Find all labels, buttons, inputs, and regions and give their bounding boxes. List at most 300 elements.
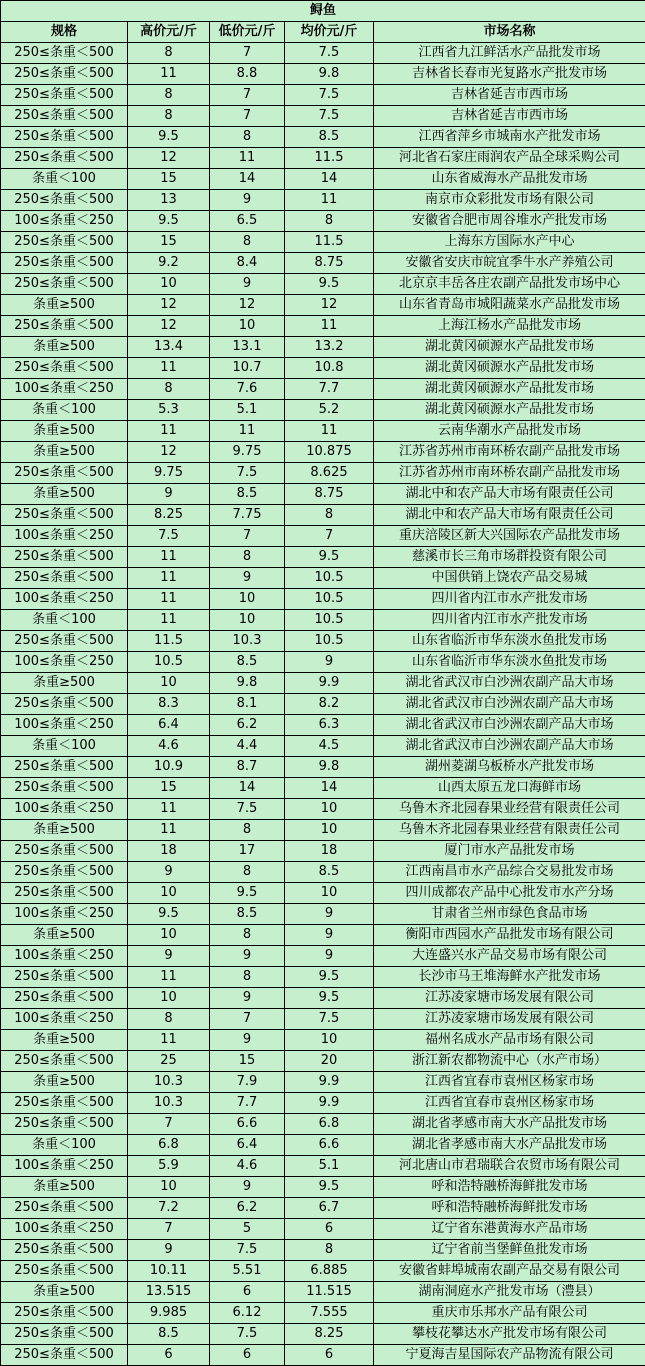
avg-price-cell: 10.5 [285, 589, 374, 610]
avg-price-cell: 10.5 [285, 568, 374, 589]
market-name-cell: 山东省青岛市城阳蔬菜水产品批发市场 [374, 295, 645, 316]
low-price-cell: 9.8 [210, 673, 285, 694]
avg-price-cell: 6.7 [285, 1198, 374, 1219]
avg-price-cell: 8 [285, 211, 374, 232]
market-name-cell: 宁夏海吉星国际农产品物流有限公司 [374, 1345, 645, 1366]
table-row [1, 988, 645, 1009]
spec-cell: 100≤条重＜250 [1, 715, 128, 736]
spec-cell: 250≤条重＜500 [1, 463, 128, 484]
table-row [1, 862, 645, 883]
low-price-cell: 11 [210, 421, 285, 442]
low-price-cell: 8 [210, 127, 285, 148]
spec-cell: 250≤条重＜500 [1, 1114, 128, 1135]
high-price-cell: 12 [128, 316, 210, 337]
market-name-cell: 辽宁省前当堡鲜鱼批发市场 [374, 1240, 645, 1261]
low-price-cell: 7.5 [210, 1324, 285, 1345]
table-row [1, 127, 645, 148]
low-price-cell: 4.4 [210, 736, 285, 757]
low-price-cell: 7.6 [210, 379, 285, 400]
high-price-cell: 5.3 [128, 400, 210, 421]
avg-price-cell: 8.5 [285, 862, 374, 883]
title-row [1, 1, 645, 22]
high-price-cell: 10 [128, 274, 210, 295]
market-name-cell: 湖北省武汉市白沙洲农副产品大市场 [374, 715, 645, 736]
market-name-cell: 湖北省武汉市白沙洲农副产品大市场 [374, 736, 645, 757]
table-row [1, 211, 645, 232]
low-price-cell: 7.5 [210, 799, 285, 820]
table-row [1, 820, 645, 841]
avg-price-cell: 8.5 [285, 127, 374, 148]
market-name-cell: 浙江新农都物流中心（水产市场） [374, 1051, 645, 1072]
high-price-cell: 9 [128, 1240, 210, 1261]
market-name-cell: 江西南昌市水产品综合交易批发市场 [374, 862, 645, 883]
table-row [1, 1009, 645, 1030]
spec-cell: 250≤条重＜500 [1, 631, 128, 652]
high-price-cell: 6.8 [128, 1135, 210, 1156]
market-name-cell: 河北省石家庄雨润农产品全球采购公司 [374, 148, 645, 169]
table-row [1, 442, 645, 463]
market-name-cell: 长沙市马王堆海鲜水产批发市场 [374, 967, 645, 988]
table-row [1, 715, 645, 736]
low-price-cell: 7.7 [210, 1093, 285, 1114]
low-price-cell: 9 [210, 1030, 285, 1051]
market-name-cell: 四川成都农产品中心批发市水产分场 [374, 883, 645, 904]
table-row [1, 484, 645, 505]
table-row [1, 463, 645, 484]
market-name-cell: 湖南洞庭水产批发市场（澧县） [374, 1282, 645, 1303]
spec-cell: 100≤条重＜250 [1, 1219, 128, 1240]
spec-cell: 250≤条重＜500 [1, 841, 128, 862]
table-row [1, 253, 645, 274]
high-price-cell: 10 [128, 883, 210, 904]
high-price-cell: 10.5 [128, 652, 210, 673]
low-price-cell: 8 [210, 862, 285, 883]
low-price-cell: 9 [210, 190, 285, 211]
low-price-cell: 7.5 [210, 1240, 285, 1261]
high-price-cell: 10 [128, 673, 210, 694]
avg-price-cell: 9.5 [285, 547, 374, 568]
table-row [1, 169, 645, 190]
high-price-cell: 11 [128, 568, 210, 589]
avg-price-cell: 9.9 [285, 1072, 374, 1093]
low-price-cell: 6 [210, 1282, 285, 1303]
table-row [1, 1219, 645, 1240]
spec-cell: 条重≥500 [1, 1177, 128, 1198]
high-price-cell: 12 [128, 295, 210, 316]
low-price-cell: 9 [210, 1177, 285, 1198]
market-name-cell: 衡阳市西园水产品批发市场有限公司 [374, 925, 645, 946]
spec-cell: 条重＜100 [1, 169, 128, 190]
spec-cell: 250≤条重＜500 [1, 232, 128, 253]
avg-price-cell: 9.9 [285, 1093, 374, 1114]
low-price-cell: 9.5 [210, 883, 285, 904]
avg-price-cell: 5.2 [285, 400, 374, 421]
avg-price-cell: 13.2 [285, 337, 374, 358]
low-price-cell: 8 [210, 925, 285, 946]
spec-cell: 100≤条重＜250 [1, 526, 128, 547]
low-price-cell: 10 [210, 316, 285, 337]
table-row [1, 190, 645, 211]
avg-price-cell: 8.75 [285, 484, 374, 505]
spec-cell: 250≤条重＜500 [1, 316, 128, 337]
avg-price-cell: 7.5 [285, 106, 374, 127]
high-price-cell: 9.75 [128, 463, 210, 484]
high-price-cell: 11 [128, 64, 210, 85]
avg-price-cell: 11.5 [285, 148, 374, 169]
spec-cell: 条重≥500 [1, 1282, 128, 1303]
low-price-cell: 13.1 [210, 337, 285, 358]
market-name-cell: 攀枝花攀达水产批发市场有限公司 [374, 1324, 645, 1345]
market-name-cell: 江西省九江鲜活水产品批发市场 [374, 43, 645, 64]
market-name-cell: 江苏凌家塘市场发展有限公司 [374, 1009, 645, 1030]
low-price-cell: 6.6 [210, 1114, 285, 1135]
table-row [1, 1303, 645, 1324]
high-price-cell: 5.9 [128, 1156, 210, 1177]
high-price-cell: 10.3 [128, 1072, 210, 1093]
market-name-cell: 山西太原五龙口海鲜市场 [374, 778, 645, 799]
low-price-cell: 8.1 [210, 694, 285, 715]
low-price-cell: 5.1 [210, 400, 285, 421]
table-row [1, 1093, 645, 1114]
market-name-cell: 大连盛兴水产品交易市场有限公司 [374, 946, 645, 967]
spec-cell: 条重≥500 [1, 1072, 128, 1093]
avg-price-cell: 11 [285, 190, 374, 211]
table-row [1, 799, 645, 820]
table-row [1, 379, 645, 400]
low-price-cell: 4.6 [210, 1156, 285, 1177]
market-name-cell: 湖北黄冈硕源水产品批发市场 [374, 337, 645, 358]
low-price-cell: 7 [210, 43, 285, 64]
low-price-cell: 12 [210, 295, 285, 316]
table-row [1, 778, 645, 799]
spec-cell: 100≤条重＜250 [1, 652, 128, 673]
spec-cell: 250≤条重＜500 [1, 883, 128, 904]
spec-cell: 250≤条重＜500 [1, 85, 128, 106]
low-price-cell: 5.51 [210, 1261, 285, 1282]
avg-price-cell: 6.3 [285, 715, 374, 736]
avg-price-cell: 6 [285, 1345, 374, 1366]
avg-price-cell: 18 [285, 841, 374, 862]
avg-price-cell: 11 [285, 421, 374, 442]
header-avg-price: 均价元/斤 [285, 22, 374, 43]
spec-cell: 250≤条重＜500 [1, 1303, 128, 1324]
market-name-cell: 吉林省长春市光复路水产批发市场 [374, 64, 645, 85]
avg-price-cell: 6 [285, 1219, 374, 1240]
spec-cell: 250≤条重＜500 [1, 358, 128, 379]
table-row [1, 421, 645, 442]
market-name-cell: 湖北省孝感市南大水产品批发市场 [374, 1114, 645, 1135]
market-name-cell: 中国供销上饶农产品交易城 [374, 568, 645, 589]
table-row [1, 106, 645, 127]
table-row [1, 631, 645, 652]
high-price-cell: 11 [128, 1030, 210, 1051]
market-name-cell: 湖北省武汉市白沙洲农副产品大市场 [374, 673, 645, 694]
market-name-cell: 安徽省蚌埠城南农副产品交易有限公司 [374, 1261, 645, 1282]
spec-cell: 250≤条重＜500 [1, 1261, 128, 1282]
avg-price-cell: 14 [285, 778, 374, 799]
market-name-cell: 湖州菱湖乌板桥水产批发市场 [374, 757, 645, 778]
spec-cell: 250≤条重＜500 [1, 1051, 128, 1072]
table-row [1, 610, 645, 631]
spec-cell: 100≤条重＜250 [1, 799, 128, 820]
table-row [1, 757, 645, 778]
high-price-cell: 9.2 [128, 253, 210, 274]
high-price-cell: 4.6 [128, 736, 210, 757]
avg-price-cell: 10.5 [285, 610, 374, 631]
high-price-cell: 15 [128, 778, 210, 799]
high-price-cell: 10.3 [128, 1093, 210, 1114]
spec-cell: 条重≥500 [1, 421, 128, 442]
table-row [1, 1072, 645, 1093]
table-row [1, 652, 645, 673]
table-row [1, 1156, 645, 1177]
high-price-cell: 9.5 [128, 127, 210, 148]
market-name-cell: 北京京丰岳各庄农副产品批发市场中心 [374, 274, 645, 295]
high-price-cell: 6.4 [128, 715, 210, 736]
table-row [1, 568, 645, 589]
market-name-cell: 四川省内江市水产批发市场 [374, 589, 645, 610]
low-price-cell: 8 [210, 820, 285, 841]
low-price-cell: 8.4 [210, 253, 285, 274]
market-name-cell: 湖北黄冈硕源水产品批发市场 [374, 379, 645, 400]
spec-cell: 250≤条重＜500 [1, 1198, 128, 1219]
table-row [1, 1135, 645, 1156]
low-price-cell: 8.7 [210, 757, 285, 778]
low-price-cell: 8 [210, 547, 285, 568]
table-row [1, 1324, 645, 1345]
high-price-cell: 6 [128, 1345, 210, 1366]
spec-cell: 250≤条重＜500 [1, 505, 128, 526]
header-spec: 规格 [1, 22, 128, 43]
avg-price-cell: 11.5 [285, 232, 374, 253]
market-name-cell: 上海东方国际水产中心 [374, 232, 645, 253]
spec-cell: 250≤条重＜500 [1, 274, 128, 295]
low-price-cell: 10.7 [210, 358, 285, 379]
market-name-cell: 江苏凌家塘市场发展有限公司 [374, 988, 645, 1009]
table-row [1, 232, 645, 253]
header-low-price: 低价元/斤 [210, 22, 285, 43]
table-row [1, 148, 645, 169]
high-price-cell: 9.5 [128, 211, 210, 232]
market-name-cell: 吉林省延吉市西市场 [374, 106, 645, 127]
table-row [1, 1282, 645, 1303]
table-row [1, 316, 645, 337]
high-price-cell: 11 [128, 799, 210, 820]
market-name-cell: 山东省临沂市华东淡水鱼批发市场 [374, 652, 645, 673]
spec-cell: 条重＜100 [1, 400, 128, 421]
high-price-cell: 7 [128, 1219, 210, 1240]
low-price-cell: 9 [210, 988, 285, 1009]
spec-cell: 条重≥500 [1, 442, 128, 463]
spec-cell: 250≤条重＜500 [1, 988, 128, 1009]
market-name-cell: 江西省宜春市袁州区杨家市场 [374, 1093, 645, 1114]
spec-cell: 250≤条重＜500 [1, 694, 128, 715]
low-price-cell: 7.9 [210, 1072, 285, 1093]
spec-cell: 250≤条重＜500 [1, 862, 128, 883]
spec-cell: 100≤条重＜250 [1, 1156, 128, 1177]
market-name-cell: 山东省威海水产品批发市场 [374, 169, 645, 190]
spec-cell: 条重≥500 [1, 295, 128, 316]
low-price-cell: 11 [210, 148, 285, 169]
market-name-cell: 上海江杨水产品批发市场 [374, 316, 645, 337]
spec-cell: 250≤条重＜500 [1, 127, 128, 148]
high-price-cell: 15 [128, 169, 210, 190]
spec-cell: 条重＜100 [1, 610, 128, 631]
high-price-cell: 9 [128, 946, 210, 967]
high-price-cell: 10 [128, 1177, 210, 1198]
low-price-cell: 14 [210, 169, 285, 190]
market-name-cell: 江苏省苏州市南环桥农副产品批发市场 [374, 463, 645, 484]
table-row [1, 1114, 645, 1135]
avg-price-cell: 9.8 [285, 64, 374, 85]
table-row [1, 673, 645, 694]
spec-cell: 100≤条重＜250 [1, 589, 128, 610]
high-price-cell: 11 [128, 820, 210, 841]
table-row [1, 526, 645, 547]
high-price-cell: 9.985 [128, 1303, 210, 1324]
low-price-cell: 8.5 [210, 652, 285, 673]
table-row [1, 904, 645, 925]
avg-price-cell: 9.5 [285, 274, 374, 295]
market-name-cell: 江西省萍乡市城南水产批发市场 [374, 127, 645, 148]
high-price-cell: 11 [128, 610, 210, 631]
table-row [1, 1261, 645, 1282]
avg-price-cell: 9 [285, 925, 374, 946]
market-name-cell: 江苏省苏州市南环桥农副产品批发市场 [374, 442, 645, 463]
market-name-cell: 湖北中和农产品大市场有限责任公司 [374, 484, 645, 505]
avg-price-cell: 10.5 [285, 631, 374, 652]
high-price-cell: 7.2 [128, 1198, 210, 1219]
high-price-cell: 13.515 [128, 1282, 210, 1303]
avg-price-cell: 9.5 [285, 988, 374, 1009]
header-high-price: 高价元/斤 [128, 22, 210, 43]
market-name-cell: 重庆市乐邦水产品有限公司 [374, 1303, 645, 1324]
header-row [1, 22, 645, 43]
market-name-cell: 安徽省合肥市周谷堆水产批发市场 [374, 211, 645, 232]
avg-price-cell: 8.625 [285, 463, 374, 484]
market-name-cell: 河北唐山市君瑞联合农贸市场有限公司 [374, 1156, 645, 1177]
low-price-cell: 15 [210, 1051, 285, 1072]
low-price-cell: 7 [210, 526, 285, 547]
low-price-cell: 10 [210, 589, 285, 610]
avg-price-cell: 4.5 [285, 736, 374, 757]
spec-cell: 100≤条重＜250 [1, 946, 128, 967]
high-price-cell: 12 [128, 442, 210, 463]
spec-cell: 250≤条重＜500 [1, 1324, 128, 1345]
low-price-cell: 7 [210, 85, 285, 106]
high-price-cell: 9 [128, 862, 210, 883]
spec-cell: 条重＜100 [1, 1135, 128, 1156]
market-name-cell: 安徽省安庆市皖宜季牛水产养殖公司 [374, 253, 645, 274]
low-price-cell: 8.5 [210, 484, 285, 505]
table-row [1, 589, 645, 610]
table-row [1, 274, 645, 295]
avg-price-cell: 5.1 [285, 1156, 374, 1177]
table-row [1, 358, 645, 379]
spec-cell: 条重≥500 [1, 925, 128, 946]
avg-price-cell: 8.2 [285, 694, 374, 715]
spec-cell: 250≤条重＜500 [1, 64, 128, 85]
table-row [1, 1240, 645, 1261]
table-row [1, 883, 645, 904]
high-price-cell: 10 [128, 988, 210, 1009]
market-name-cell: 福州名成水产品市场有限公司 [374, 1030, 645, 1051]
market-name-cell: 山东省临沂市华东淡水鱼批发市场 [374, 631, 645, 652]
low-price-cell: 6.5 [210, 211, 285, 232]
high-price-cell: 10.9 [128, 757, 210, 778]
avg-price-cell: 20 [285, 1051, 374, 1072]
market-name-cell: 湖北中和农产品大市场有限责任公司 [374, 505, 645, 526]
table-row [1, 64, 645, 85]
spec-cell: 条重≥500 [1, 820, 128, 841]
market-name-cell: 呼和浩特融桥海鲜批发市场 [374, 1198, 645, 1219]
high-price-cell: 11 [128, 547, 210, 568]
low-price-cell: 6 [210, 1345, 285, 1366]
high-price-cell: 11.5 [128, 631, 210, 652]
spec-cell: 250≤条重＜500 [1, 568, 128, 589]
avg-price-cell: 7.555 [285, 1303, 374, 1324]
high-price-cell: 13 [128, 190, 210, 211]
high-price-cell: 11 [128, 967, 210, 988]
market-name-cell: 湖北黄冈硕源水产品批发市场 [374, 358, 645, 379]
high-price-cell: 7.5 [128, 526, 210, 547]
spec-cell: 100≤条重＜250 [1, 1009, 128, 1030]
table-row [1, 1345, 645, 1366]
avg-price-cell: 9 [285, 904, 374, 925]
table-row [1, 505, 645, 526]
market-name-cell: 重庆涪陵区新大兴国际农产品批发市场 [374, 526, 645, 547]
table-row [1, 1030, 645, 1051]
low-price-cell: 7 [210, 106, 285, 127]
market-name-cell: 江西省宜春市袁州区杨家市场 [374, 1072, 645, 1093]
high-price-cell: 12 [128, 148, 210, 169]
avg-price-cell: 10 [285, 1030, 374, 1051]
spec-cell: 250≤条重＜500 [1, 43, 128, 64]
low-price-cell: 9 [210, 946, 285, 967]
spec-cell: 100≤条重＜250 [1, 211, 128, 232]
avg-price-cell: 10 [285, 883, 374, 904]
market-name-cell: 云南华潮水产品批发市场 [374, 421, 645, 442]
low-price-cell: 8 [210, 232, 285, 253]
high-price-cell: 18 [128, 841, 210, 862]
avg-price-cell: 11 [285, 316, 374, 337]
header-market-name: 市场名称 [374, 22, 645, 43]
low-price-cell: 7 [210, 1009, 285, 1030]
market-name-cell: 辽宁省东港黄海水产品市场 [374, 1219, 645, 1240]
table-row [1, 736, 645, 757]
market-name-cell: 湖北省武汉市白沙洲农副产品大市场 [374, 694, 645, 715]
spec-cell: 250≤条重＜500 [1, 148, 128, 169]
spec-cell: 250≤条重＜500 [1, 757, 128, 778]
market-name-cell: 湖北黄冈硕源水产品批发市场 [374, 400, 645, 421]
spec-cell: 100≤条重＜250 [1, 904, 128, 925]
table-row [1, 841, 645, 862]
market-name-cell: 甘肃省兰州市绿色食品市场 [374, 904, 645, 925]
high-price-cell: 15 [128, 232, 210, 253]
high-price-cell: 8 [128, 43, 210, 64]
market-name-cell: 慈溪市长三角市场群投资有限公司 [374, 547, 645, 568]
table-row [1, 967, 645, 988]
high-price-cell: 9 [128, 484, 210, 505]
table-row [1, 925, 645, 946]
avg-price-cell: 12 [285, 295, 374, 316]
table-row [1, 400, 645, 421]
high-price-cell: 10 [128, 925, 210, 946]
avg-price-cell: 7.5 [285, 85, 374, 106]
market-name-cell: 吉林省延吉市西市场 [374, 85, 645, 106]
high-price-cell: 10.11 [128, 1261, 210, 1282]
low-price-cell: 8.5 [210, 904, 285, 925]
